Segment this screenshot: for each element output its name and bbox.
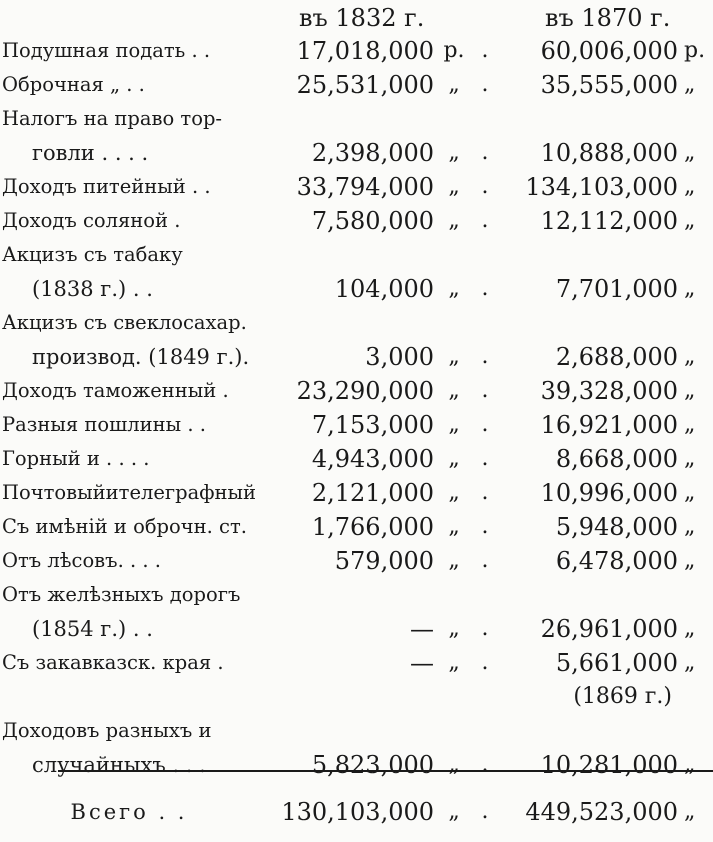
row-label: случайныхъ . . . (32, 753, 206, 777)
unit-1870: „ (684, 514, 696, 539)
value-1870: 10,281,000 (540, 751, 679, 779)
value-1870 (496, 714, 678, 748)
value-1832: 17,018,000 (296, 37, 435, 65)
unit-1870 (678, 578, 712, 612)
table-row (2, 340, 712, 374)
unit-1832: „ (448, 514, 460, 539)
row-label: (1854 г.) . . (32, 617, 153, 641)
row-label: производ. (1849 г.). (32, 345, 250, 369)
unit-1870 (678, 714, 712, 748)
leader-dot (474, 306, 496, 340)
value-1832: 33,794,000 (296, 173, 435, 201)
unit-1870: „ (684, 480, 696, 505)
total-unit-1832: „ (448, 799, 460, 824)
total-leader-dot: . (481, 799, 489, 824)
value-1870: 134,103,000 (525, 173, 679, 201)
leader-dot (474, 102, 496, 136)
unit-1832: „ (448, 208, 460, 233)
value-1832 (256, 102, 434, 136)
unit-1832: „ (448, 378, 460, 403)
leader-dot (474, 578, 496, 612)
leader-dot: . (481, 446, 489, 471)
value-1832 (256, 306, 434, 340)
total-unit-1870: „ (684, 799, 696, 824)
unit-1832: „ (448, 174, 460, 199)
leader-dot: . (481, 480, 489, 505)
unit-1832 (434, 102, 474, 136)
value-1832: 2,121,000 (311, 479, 435, 507)
value-1832: 2,398,000 (311, 139, 435, 167)
leader-dot: . (481, 344, 489, 369)
unit-1832: „ (448, 140, 460, 165)
value-1832: — (410, 649, 435, 677)
row-label: Акцизъ съ табаку (2, 243, 183, 266)
revenue-table-body (2, 34, 712, 842)
value-1870: 5,948,000 (555, 513, 679, 541)
unit-1832: „ (448, 752, 460, 777)
value-1832 (256, 578, 434, 612)
table-row (2, 306, 712, 340)
value-1870: 6,478,000 (555, 547, 679, 575)
unit-1832 (434, 306, 474, 340)
table-row (2, 68, 712, 102)
row-label: Съ имѣній и оброчн. ст. (2, 515, 247, 538)
unit-1832: „ (448, 276, 460, 301)
unit-1870: „ (684, 276, 696, 301)
table-row (2, 578, 712, 612)
value-1870: 60,006,000 (540, 37, 679, 65)
table-row (2, 272, 712, 306)
value-1832: 1,766,000 (311, 513, 435, 541)
table-row (2, 442, 712, 476)
value-1870: 39,328,000 (540, 377, 679, 405)
year-note: (1869 г.) (573, 684, 673, 709)
table-row (2, 136, 712, 170)
table-row (2, 476, 712, 510)
leader-dot (474, 714, 496, 748)
row-label: Доходъ питейный . . (2, 175, 211, 198)
value-1832: 5,823,000 (311, 751, 435, 779)
unit-1870: „ (684, 616, 696, 641)
value-1870: 10,996,000 (540, 479, 679, 507)
unit-1832: „ (448, 446, 460, 471)
row-label: Горный и . . . . (2, 447, 150, 470)
unit-1870 (678, 102, 712, 136)
column-header-1832: въ 1832 г. (299, 4, 425, 32)
value-1832: 23,290,000 (296, 377, 435, 405)
value-1832 (256, 238, 434, 272)
table-row (2, 170, 712, 204)
value-1870: 26,961,000 (540, 615, 679, 643)
value-1870: 2,688,000 (555, 343, 679, 371)
table-row (2, 238, 712, 272)
leader-dot: . (481, 276, 489, 301)
row-label: Отъ желѣзныхъ дорогъ (2, 583, 241, 606)
value-1870: 10,888,000 (540, 139, 679, 167)
unit-1870: „ (684, 446, 696, 471)
unit-1832 (434, 714, 474, 748)
leader-dot: . (481, 616, 489, 641)
unit-1870: „ (684, 650, 696, 675)
unit-1832: „ (448, 480, 460, 505)
unit-1832: „ (448, 616, 460, 641)
leader-dot: . (481, 412, 489, 437)
value-1870 (496, 102, 678, 136)
row-label: Отъ лѣсовъ. . . . (2, 549, 161, 572)
value-1870: 16,921,000 (540, 411, 679, 439)
unit-1870: „ (684, 72, 696, 97)
unit-1870: „ (684, 208, 696, 233)
unit-1870: „ (684, 140, 696, 165)
unit-1832: „ (448, 412, 460, 437)
table-row (2, 510, 712, 544)
unit-1870: „ (684, 174, 696, 199)
row-label: Акцизъ съ свеклосахар. (2, 311, 247, 334)
unit-1832 (434, 578, 474, 612)
value-1832: 3,000 (365, 343, 435, 371)
unit-1832 (434, 238, 474, 272)
row-label: Оброчная „ . . (2, 73, 145, 96)
leader-dot: . (481, 38, 489, 63)
row-label: говли . . . . (32, 141, 149, 165)
value-1870: 12,112,000 (540, 207, 679, 235)
unit-1870 (678, 238, 712, 272)
empty-cell (474, 680, 496, 714)
value-1870: 5,661,000 (555, 649, 679, 677)
row-label: Почтовыйителеграфный (2, 481, 257, 504)
total-value-1870: 449,523,000 (525, 798, 679, 826)
column-header-1870: въ 1870 г. (545, 4, 671, 32)
leader-dot: . (481, 174, 489, 199)
row-label: Доходъ таможенный . (2, 379, 229, 402)
leader-dot: . (481, 752, 489, 777)
value-1870 (496, 578, 678, 612)
unit-1832: р. (443, 38, 465, 63)
leader-dot: . (481, 378, 489, 403)
unit-1870: „ (684, 378, 696, 403)
leader-dot: . (481, 650, 489, 675)
table-row (2, 374, 712, 408)
row-label: Подушная подать . . (2, 39, 211, 62)
total-row-label: Всего . . (70, 800, 188, 824)
empty-cell (256, 680, 434, 714)
leader-dot: . (481, 208, 489, 233)
table-row (2, 544, 712, 578)
unit-1832: „ (448, 344, 460, 369)
total-row (2, 782, 712, 842)
value-1870: 8,668,000 (555, 445, 679, 473)
value-1832: 104,000 (334, 275, 435, 303)
value-1832: 579,000 (334, 547, 435, 575)
leader-dot: . (481, 514, 489, 539)
row-label: Разныя пошлины . . (2, 413, 206, 436)
value-1832 (256, 714, 434, 748)
unit-1870: „ (684, 344, 696, 369)
value-1832: 4,943,000 (311, 445, 435, 473)
row-label: Доходовъ разныхъ и (2, 719, 212, 742)
unit-1870: р. (684, 38, 706, 63)
table-row (2, 680, 712, 714)
value-1832: 25,531,000 (296, 71, 435, 99)
value-1870 (496, 238, 678, 272)
total-value-1832: 130,103,000 (281, 798, 435, 826)
unit-1832: „ (448, 650, 460, 675)
unit-1870: „ (684, 752, 696, 777)
unit-1870: „ (684, 548, 696, 573)
leader-dot: . (481, 72, 489, 97)
unit-1832: „ (448, 548, 460, 573)
table-row (2, 612, 712, 646)
value-1832: — (410, 615, 435, 643)
row-label: Доходъ соляной . (2, 209, 181, 232)
empty-cell (434, 680, 474, 714)
table-row (2, 102, 712, 136)
table-row (2, 714, 712, 748)
value-1832: 7,580,000 (311, 207, 435, 235)
table-row (2, 748, 712, 782)
revenue-table (2, 34, 712, 842)
row-label: (1838 г.) . . (32, 277, 153, 301)
table-row (2, 646, 712, 680)
table-row (2, 34, 712, 68)
unit-1870 (678, 306, 712, 340)
value-1870 (496, 306, 678, 340)
row-label: Съ закавказск. края . (2, 651, 224, 674)
row-label: Налогъ на право тор- (2, 107, 223, 130)
table-row (2, 408, 712, 442)
value-1870: 7,701,000 (555, 275, 679, 303)
leader-dot: . (481, 140, 489, 165)
value-1832: 7,153,000 (311, 411, 435, 439)
unit-1870: „ (684, 412, 696, 437)
value-1870: 35,555,000 (540, 71, 679, 99)
empty-cell (2, 680, 256, 714)
unit-1832: „ (448, 72, 460, 97)
table-row (2, 204, 712, 238)
total-divider-rule (58, 770, 713, 772)
leader-dot (474, 238, 496, 272)
leader-dot: . (481, 548, 489, 573)
